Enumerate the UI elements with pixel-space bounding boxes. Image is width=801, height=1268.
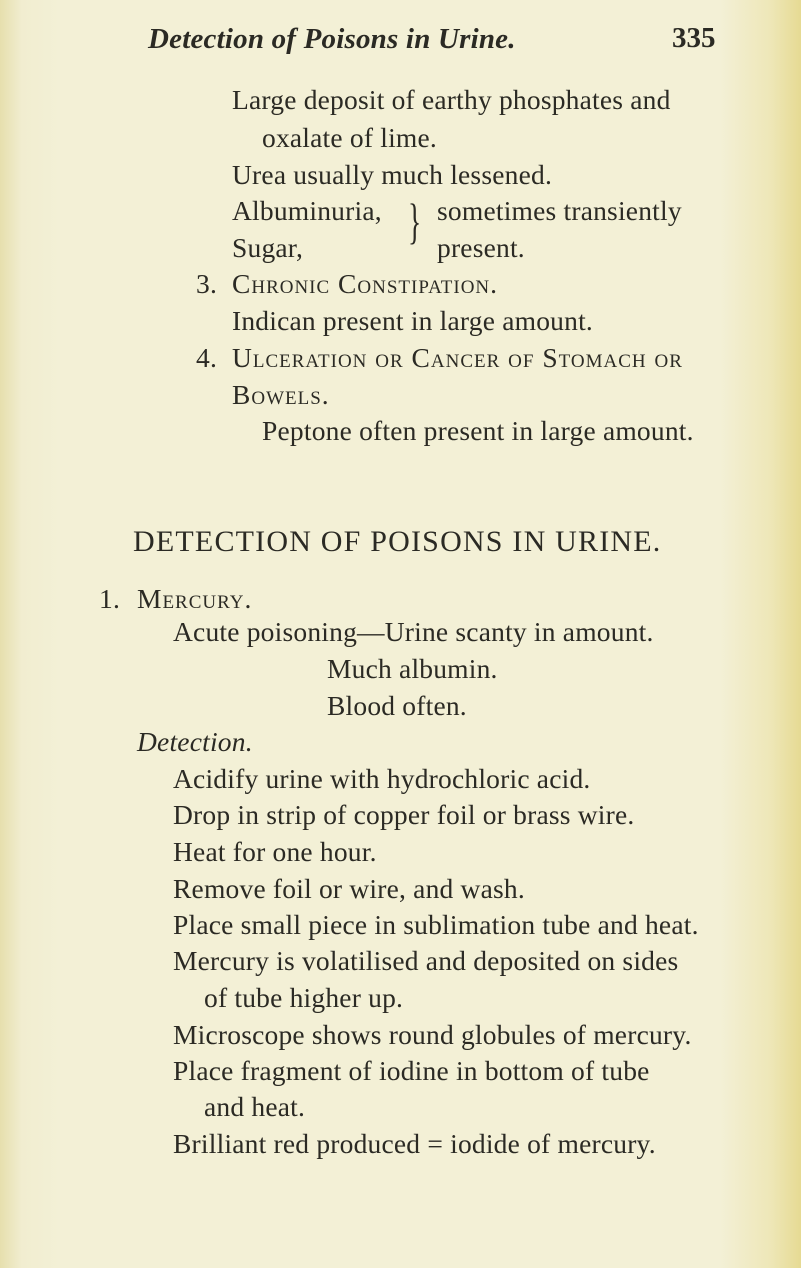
- step-line: Place small piece in sublimation tube and heat.: [173, 909, 699, 940]
- brace-left-item: Sugar,: [232, 232, 304, 263]
- item-title: Mercury.: [137, 583, 253, 614]
- running-title: Detection of Poisons in Urine.: [148, 23, 516, 55]
- section-heading: DETECTION OF POISONS IN URINE.: [133, 525, 662, 558]
- text-line: oxalate of lime.: [262, 122, 438, 153]
- item-number: 4.: [196, 342, 218, 373]
- item-number: 3.: [196, 268, 218, 299]
- item-title: Ulceration or Cancer of Stomach or: [232, 342, 683, 373]
- text-line: Acute poisoning—Urine scanty in amount.: [173, 616, 654, 647]
- item-detail: Peptone often present in large amount.: [262, 415, 694, 446]
- brace-symbol: }: [408, 193, 422, 249]
- item-number: 1.: [99, 583, 121, 614]
- step-line: Remove foil or wire, and wash.: [173, 873, 525, 904]
- step-line: Drop in strip of copper foil or brass wire.: [173, 799, 635, 830]
- step-line: Place fragment of iodine in bottom of tube: [173, 1055, 650, 1086]
- item-title: Chronic Constipation.: [232, 268, 499, 299]
- brace-left-item: Albuminuria,: [232, 195, 382, 226]
- step-line: Microscope shows round globules of mercury.: [173, 1019, 692, 1050]
- step-line-continued: and heat.: [204, 1091, 306, 1122]
- text-line: Much albumin.: [327, 653, 498, 684]
- text-line: Blood often.: [327, 690, 467, 721]
- brace-right-line: sometimes transiently: [437, 195, 682, 226]
- page-number: 335: [672, 22, 716, 54]
- text-line: Urea usually much lessened.: [232, 159, 553, 190]
- step-line: Acidify urine with hydrochloric acid.: [173, 763, 591, 794]
- item-detail: Indican present in large amount.: [232, 305, 593, 336]
- step-line: Mercury is volatilised and deposited on sides: [173, 945, 679, 976]
- detection-label: Detection.: [137, 726, 253, 757]
- step-line: Heat for one hour.: [173, 836, 377, 867]
- step-line-continued: of tube higher up.: [204, 982, 404, 1013]
- brace-right-line: present.: [437, 232, 525, 263]
- step-line: Brilliant red produced = iodide of mercury.: [173, 1128, 656, 1159]
- text-line: Large deposit of earthy phosphates and: [232, 84, 671, 115]
- item-title-continued: Bowels.: [232, 379, 330, 410]
